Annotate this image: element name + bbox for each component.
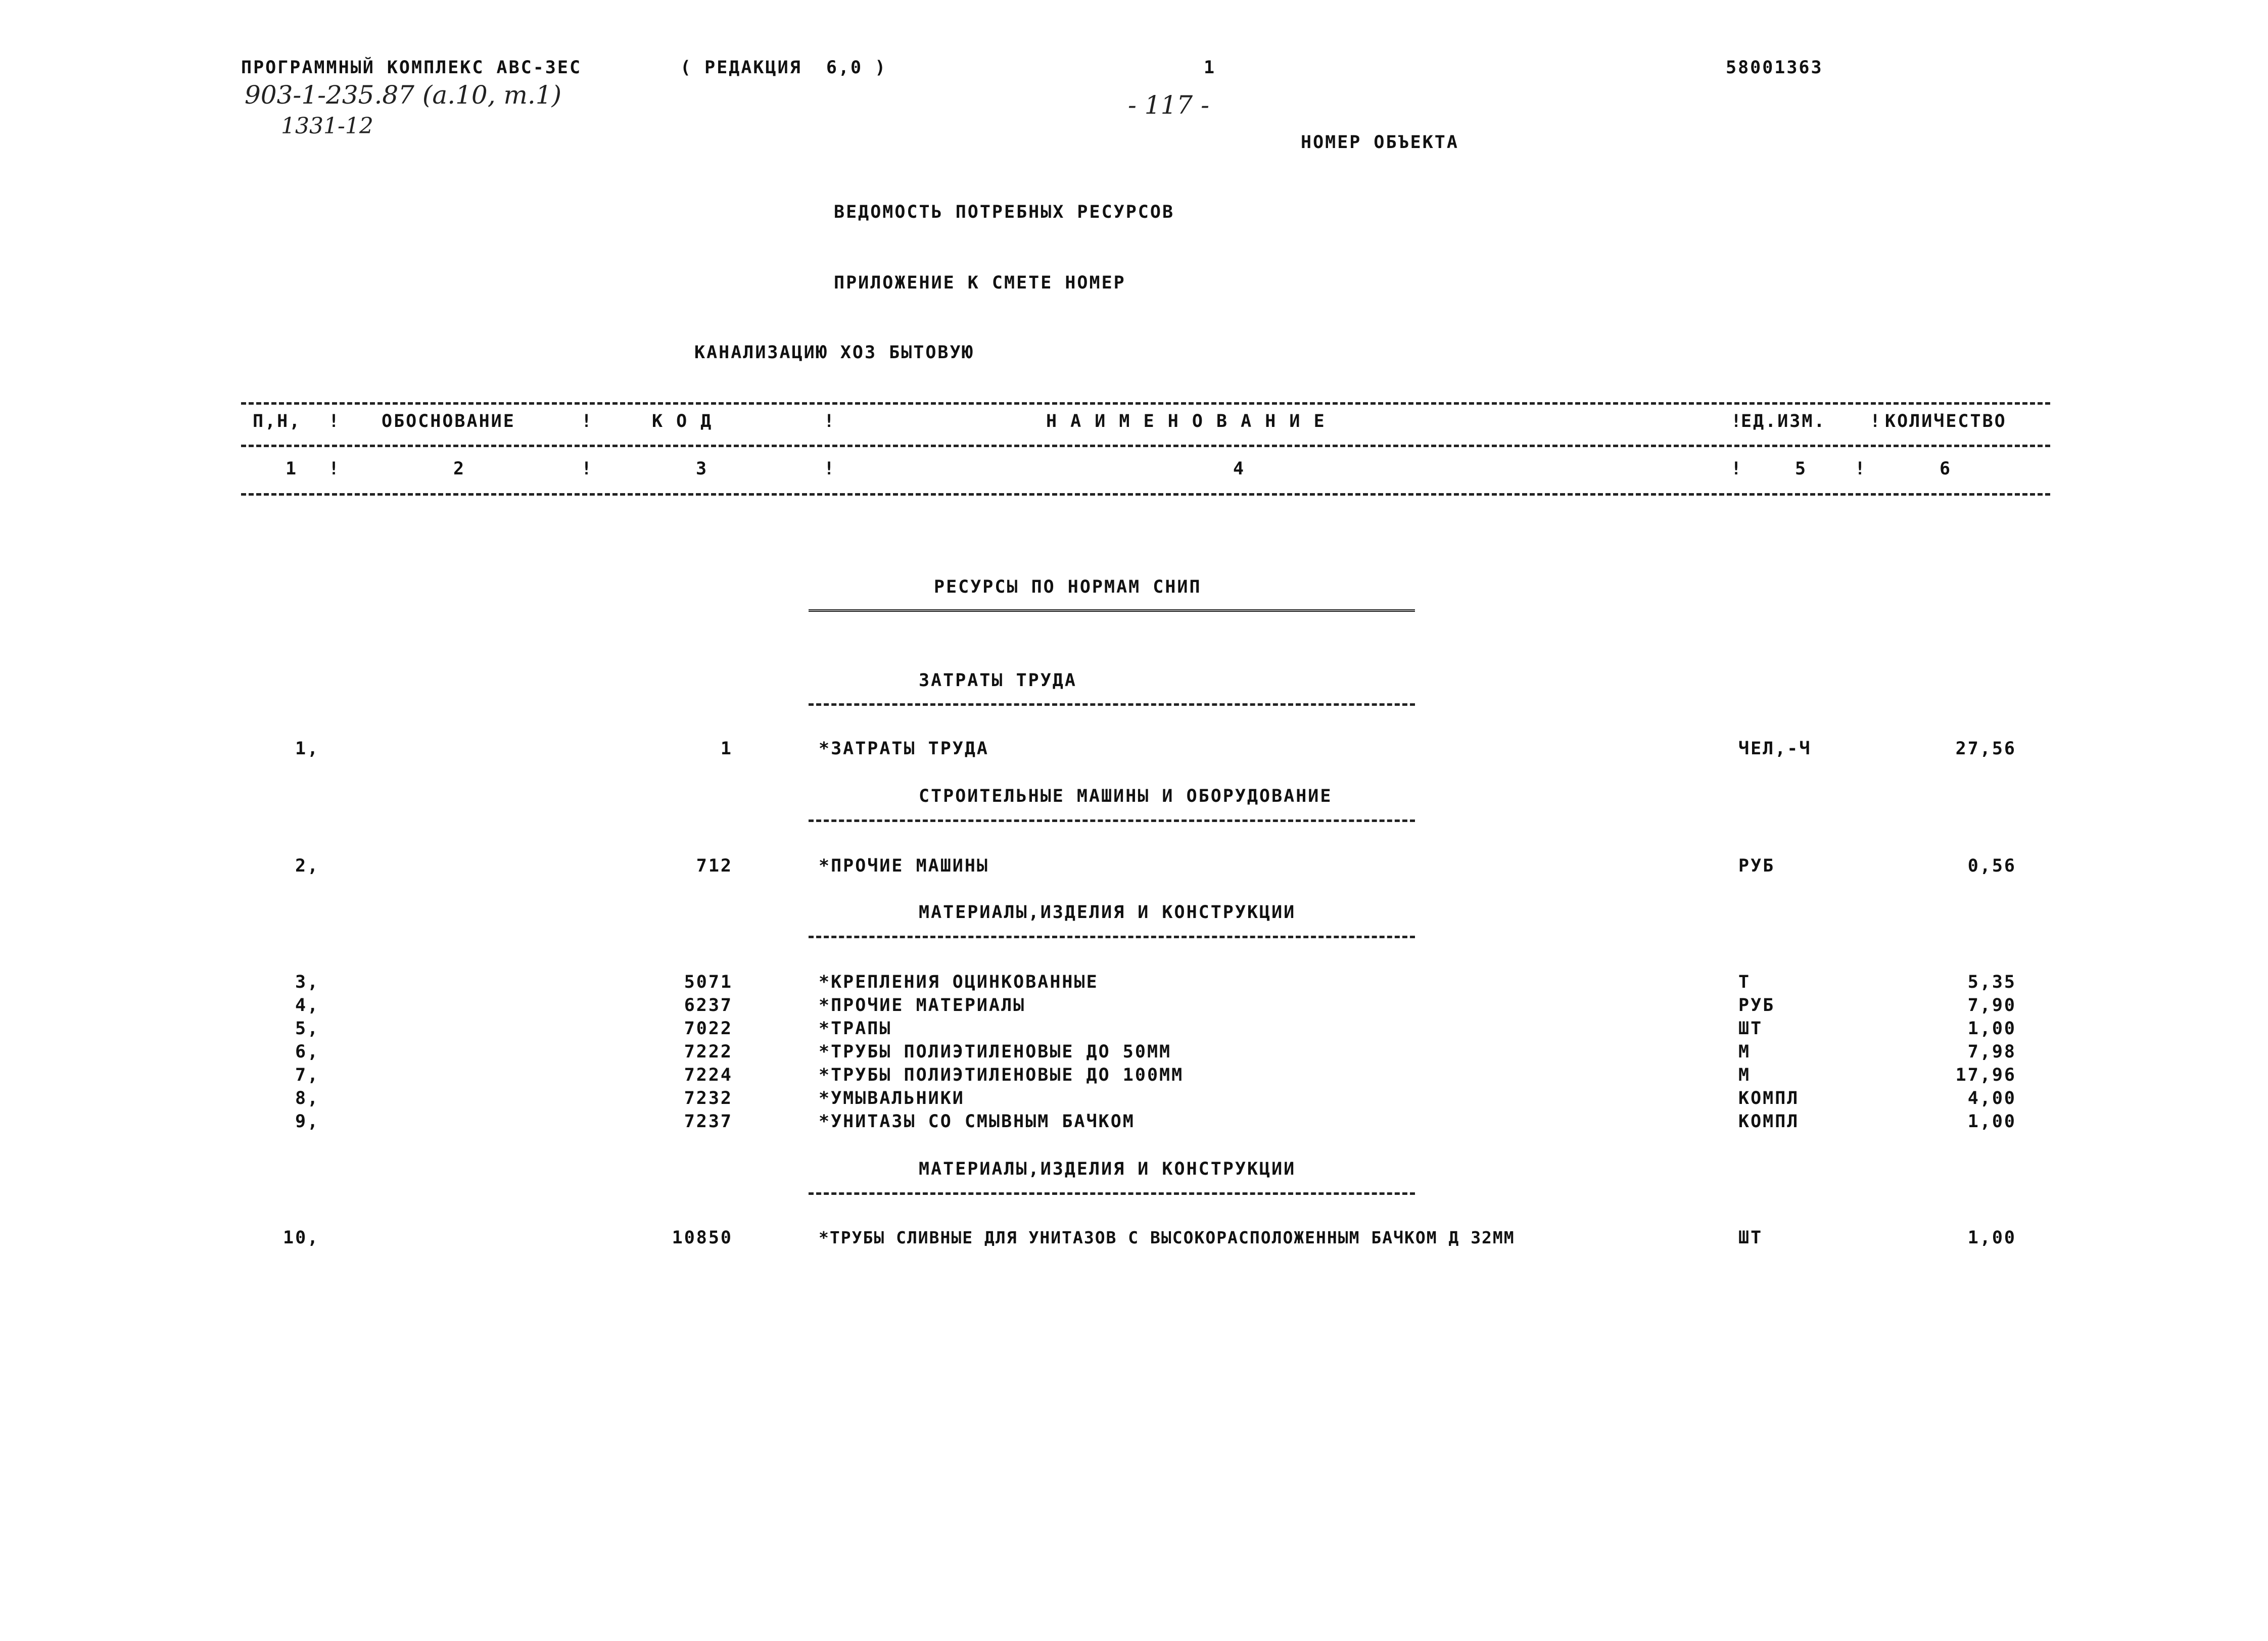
col-number-4: 4 <box>1233 459 1246 479</box>
col-header-quantity: КОЛИЧЕСТВО <box>1885 411 2007 431</box>
handwritten-reference: 903-1-235.87 (а.10, т.1) <box>245 80 562 110</box>
document-title: ВЕДОМОСТЬ ПОТРЕБНЫХ РЕСУРСОВ <box>834 202 1175 222</box>
header-rule-middle <box>241 445 2050 447</box>
resources-heading-underline <box>809 609 1415 612</box>
row-code: 5071 <box>684 972 733 992</box>
document-code: 58001363 <box>1726 58 1823 78</box>
resources-heading: РЕСУРСЫ ПО НОРМАМ СНИП <box>934 577 1202 597</box>
col-header-name: Н А И М Е Н О В А Н И Е <box>1046 411 1326 431</box>
row-code: 1 <box>720 739 733 759</box>
row-code: 6237 <box>684 995 733 1016</box>
row-number: 8, <box>295 1088 320 1108</box>
row-name: *ЗАТРАТЫ ТРУДА <box>819 739 989 759</box>
row-unit: РУБ <box>1738 856 1775 876</box>
row-name: *УНИТАЗЫ СО СМЫВНЫМ БАЧКОМ <box>819 1112 1135 1132</box>
header-rule-bottom <box>241 493 2050 496</box>
row-number: 3, <box>295 972 320 992</box>
col-separator: ! <box>1870 411 1882 431</box>
row-quantity: 7,90 <box>1967 995 2016 1016</box>
row-number: 9, <box>295 1112 320 1132</box>
row-quantity: 17,96 <box>1955 1065 2016 1085</box>
header-rule-top <box>241 402 2050 405</box>
object-number-label: НОМЕР ОБЪЕКТА <box>1301 132 1459 153</box>
col-number-1: 1 <box>286 459 298 479</box>
section-title: МАТЕРИАЛЫ,ИЗДЕЛИЯ И КОНСТРУКЦИИ <box>919 1159 1296 1179</box>
row-code: 7224 <box>684 1065 733 1085</box>
row-quantity: 1,00 <box>1967 1112 2016 1132</box>
col-separator: ! <box>328 411 341 431</box>
row-name: *ТРУБЫ СЛИВНЫЕ ДЛЯ УНИТАЗОВ С ВЫСОКОРАСПОЛОЖЕННЫМ БАЧКОМ Д 32ММ <box>819 1228 1515 1247</box>
row-number: 1, <box>295 739 320 759</box>
row-name: *ПРОЧИЕ МАТЕРИАЛЫ <box>819 995 1026 1016</box>
page-number: 1 <box>1204 58 1216 78</box>
row-unit: ШТ <box>1738 1228 1763 1248</box>
section-title: СТРОИТЕЛЬНЫЕ МАШИНЫ И ОБОРУДОВАНИЕ <box>919 786 1333 806</box>
section-title: МАТЕРИАЛЫ,ИЗДЕЛИЯ И КОНСТРУКЦИИ <box>919 902 1296 923</box>
row-code: 7237 <box>684 1112 733 1132</box>
col-separator: ! <box>1855 459 1867 479</box>
appendix-title: ПРИЛОЖЕНИЕ К СМЕТЕ НОМЕР <box>834 273 1126 293</box>
row-unit: КОМПЛ <box>1738 1088 1800 1108</box>
col-header-code: К О Д <box>652 411 713 431</box>
handwritten-subreference: 1331-12 <box>281 113 373 139</box>
program-name: ПРОГРАММНЫЙ КОМПЛЕКС АВС-ЗЕС <box>241 58 582 78</box>
row-number: 7, <box>295 1065 320 1085</box>
row-number: 2, <box>295 856 320 876</box>
col-separator: ! <box>1731 459 1743 479</box>
section-underline <box>809 936 1415 938</box>
col-separator: ! <box>581 411 594 431</box>
row-quantity: 1,00 <box>1967 1228 2016 1248</box>
row-unit: М <box>1738 1042 1751 1062</box>
section-underline <box>809 703 1415 706</box>
row-quantity: 0,56 <box>1967 856 2016 876</box>
row-quantity: 4,00 <box>1967 1088 2016 1108</box>
row-unit: КОМПЛ <box>1738 1112 1800 1132</box>
row-number: 5, <box>295 1019 320 1039</box>
row-code: 10850 <box>672 1228 733 1248</box>
page-mark: - 117 - <box>1128 90 1210 120</box>
row-code: 7222 <box>684 1042 733 1062</box>
row-number: 6, <box>295 1042 320 1062</box>
row-quantity: 7,98 <box>1967 1042 2016 1062</box>
row-quantity: 5,35 <box>1967 972 2016 992</box>
col-header-basis: ОБОСНОВАНИЕ <box>382 411 515 431</box>
row-quantity: 1,00 <box>1967 1019 2016 1039</box>
row-code: 712 <box>696 856 733 876</box>
row-code: 7232 <box>684 1088 733 1108</box>
col-number-3: 3 <box>696 459 708 479</box>
col-separator: ! <box>328 459 341 479</box>
section-underline <box>809 1192 1415 1195</box>
section-underline <box>809 819 1415 822</box>
row-name: *КРЕПЛЕНИЯ ОЦИНКОВАННЫЕ <box>819 972 1099 992</box>
col-header-item-no: П,Н, <box>253 411 302 431</box>
row-unit: ШТ <box>1738 1019 1763 1039</box>
col-separator: ! <box>824 411 836 431</box>
row-number: 4, <box>295 995 320 1016</box>
col-separator: ! <box>824 459 836 479</box>
row-number: 10, <box>283 1228 320 1248</box>
row-code: 7022 <box>684 1019 733 1039</box>
row-unit: Т <box>1738 972 1751 992</box>
section-title: ЗАТРАТЫ ТРУДА <box>919 670 1077 691</box>
col-number-5: 5 <box>1795 459 1808 479</box>
edition-label: ( РЕДАКЦИЯ 6,0 ) <box>680 58 887 78</box>
row-quantity: 27,56 <box>1955 739 2016 759</box>
row-unit: М <box>1738 1065 1751 1085</box>
col-separator: ! <box>581 459 594 479</box>
row-name: *ТРАПЫ <box>819 1019 892 1039</box>
row-unit: ЧЕЛ,-Ч <box>1738 739 1812 759</box>
row-name: *ТРУБЫ ПОЛИЭТИЛЕНОВЫЕ ДО 50ММ <box>819 1042 1172 1062</box>
col-number-2: 2 <box>453 459 466 479</box>
col-number-6: 6 <box>1940 459 1952 479</box>
row-name: *УМЫВАЛЬНИКИ <box>819 1088 965 1108</box>
subject-title: КАНАЛИЗАЦИЮ ХОЗ БЫТОВУЮ <box>694 343 974 363</box>
col-header-unit: ЕД.ИЗМ. <box>1741 411 1826 431</box>
row-name: *ПРОЧИЕ МАШИНЫ <box>819 856 989 876</box>
col-separator: ! <box>1731 411 1743 431</box>
row-name: *ТРУБЫ ПОЛИЭТИЛЕНОВЫЕ ДО 100ММ <box>819 1065 1184 1085</box>
row-unit: РУБ <box>1738 995 1775 1016</box>
